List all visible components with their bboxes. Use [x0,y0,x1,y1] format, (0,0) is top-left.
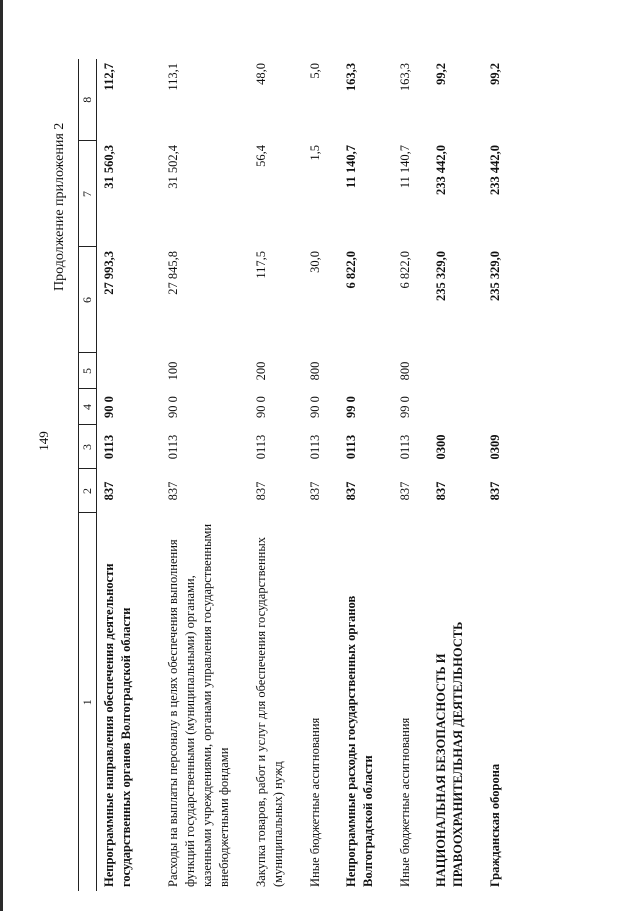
continuation-label: Продолжение приложения 2 [52,122,67,291]
row-code-3: 0113 [344,434,358,460]
row-code-2: 837 [344,481,358,501]
row-name: Закупка товаров, работ и услуг для обеспечения государственных (муниципальных) нужд [254,536,285,887]
row-code-4 [429,389,483,425]
row-code-2: 837 [398,481,412,501]
row-name: Иные бюджетные ассигнования [308,717,322,887]
col-header-5: 5 [78,353,97,389]
col-header-1: 1 [78,513,97,891]
col-header-4: 4 [78,389,97,425]
row-code-5 [429,353,483,389]
row-code-5: 800 [398,361,412,381]
row-code-3: 0113 [398,434,412,460]
row-code-3: 0309 [488,434,502,460]
row-code-3: 0300 [434,434,448,460]
row-code-4: 90 0 [254,396,268,418]
row-value-6: 117,5 [254,251,268,279]
row-code-4: 90 0 [102,396,116,418]
row-value-6: 235 329,0 [488,251,502,301]
row-code-2: 837 [102,481,116,501]
row-value-8: 163,3 [344,63,358,92]
row-code-4: 90 0 [308,396,322,418]
row-name: Непрограммные расходы государственных органов Волгоградской области [344,595,375,887]
row-value-7: 1,5 [308,145,322,161]
table-row [483,59,521,891]
row-code-5 [483,353,521,389]
table-row [393,59,429,891]
row-value-6: 27 845,8 [166,251,180,295]
row-name: Гражданская оборона [488,763,502,887]
row-value-8: 163,3 [398,63,412,92]
row-code-3: 0113 [308,434,322,460]
row-value-8: 112,7 [102,63,116,91]
table-row [97,59,162,891]
row-code-4: 99 0 [398,396,412,418]
row-code-3: 0113 [102,434,116,460]
col-header-8: 8 [78,59,97,141]
table-row [429,59,483,891]
row-name: НАЦИОНАЛЬНАЯ БЕЗОПАСНОСТЬ И ПРАВООХРАНИТЕЛЬНАЯ ДЕЯТЕЛЬНОСТЬ [434,621,465,887]
row-code-2: 837 [254,481,268,501]
row-value-7: 233 442,0 [434,145,448,195]
row-value-6: 235 329,0 [434,251,448,301]
row-code-4: 90 0 [166,396,180,418]
row-value-7: 56,4 [254,145,268,167]
col-header-3: 3 [78,425,97,469]
row-value-8: 5,0 [308,63,322,79]
page-number: 149 [36,431,51,451]
row-value-6: 6 822,0 [398,251,412,289]
row-code-5: 800 [308,361,322,381]
row-name: Расходы на выплаты персоналу в целях обеспечения выполнения функций государственными (муниципальными) органами, казенными учреждениями, органами управления государственными внебюджетными фондами [166,523,231,887]
row-value-8: 99,2 [434,63,448,85]
table-row [303,59,339,891]
row-value-7: 11 140,7 [344,145,358,189]
row-value-8: 99,2 [488,63,502,85]
row-value-8: 48,0 [254,63,268,85]
row-value-6: 30,0 [308,251,322,273]
row-value-8: 113,1 [166,63,180,91]
table-row [161,59,249,891]
row-code-3: 0113 [254,434,268,460]
col-header-6: 6 [78,247,97,353]
row-code-2: 837 [166,481,180,501]
row-name: Иные бюджетные ассигнования [398,717,412,887]
row-code-5: 200 [254,361,268,381]
row-value-7: 233 442,0 [488,145,502,195]
row-code-5 [339,353,393,389]
col-header-7: 7 [78,141,97,247]
row-code-4 [483,389,521,425]
budget-table [78,59,521,891]
table-row [339,59,393,891]
header-row [78,59,97,891]
row-value-6: 27 993,3 [102,251,116,295]
row-code-5: 100 [166,361,180,381]
row-name: Непрограммные направления обеспечения деятельности государственных органов Волгоградской области [102,563,133,887]
row-value-7: 11 140,7 [398,145,412,189]
row-value-6: 6 822,0 [344,251,358,289]
row-code-2: 837 [434,481,448,501]
row-value-7: 31 560,3 [102,145,116,189]
row-code-5 [97,353,162,389]
row-code-2: 837 [308,481,322,501]
row-value-7: 31 502,4 [166,145,180,189]
row-code-4: 99 0 [344,396,358,418]
row-code-3: 0113 [166,434,180,460]
table-row [249,59,303,891]
row-code-2: 837 [488,481,502,501]
col-header-2: 2 [78,469,97,513]
